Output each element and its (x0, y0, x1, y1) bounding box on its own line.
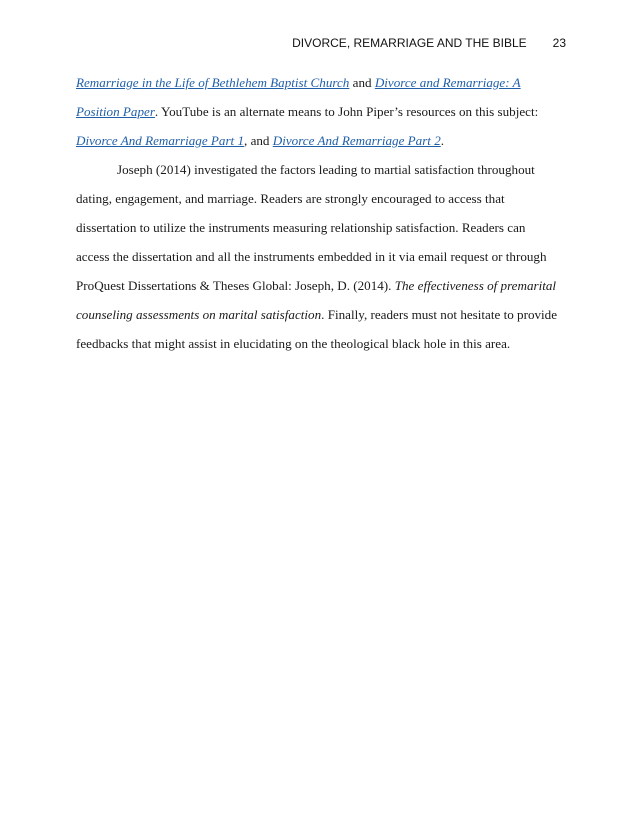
text-period: . (440, 133, 445, 148)
paragraph-joseph (76, 155, 562, 358)
page-number: 23 (552, 36, 566, 50)
link-remarriage-bethlehem[interactable]: Remarriage in the Life of Bethlehem Baptist Church (76, 75, 350, 90)
paragraph-resources (76, 68, 562, 155)
text-comma-and: , and (244, 133, 273, 148)
body-text (76, 68, 562, 358)
text-youtube-sentence: . YouTube is an alternate means to John Piper’s resources on this subject: (154, 104, 539, 119)
text-joseph-body: Joseph (2014) investigated the factors leading to martial satisfaction throughout dating, engagement, and marriage. Readers are strongly encouraged to access that dissertation to utilize the instruments measuring relationship satisfaction. Readers can access the dissertation and all the instruments embedded in it via email request or through ProQuest Dissertations & Theses Global: Joseph, D. (2014). (76, 162, 547, 293)
link-divorce-position-paper[interactable]: Divorce and Remarriage: A Position Paper (76, 75, 521, 119)
dissertation-title: The effectiveness of premarital counseling assessments on marital satisfaction (76, 278, 557, 322)
text-and: and (349, 75, 375, 90)
link-divorce-remarriage-part-2[interactable]: Divorce And Remarriage Part 2 (272, 133, 441, 148)
text-closing: . Finally, readers must not hesitate to provide feedbacks that might assist in elucidating on the theological black hole in this area. (76, 307, 558, 351)
running-head-title: DIVORCE, REMARRIAGE AND THE BIBLE (292, 36, 527, 50)
link-divorce-remarriage-part-1[interactable]: Divorce And Remarriage Part 1 (76, 133, 245, 148)
running-head (292, 36, 566, 50)
